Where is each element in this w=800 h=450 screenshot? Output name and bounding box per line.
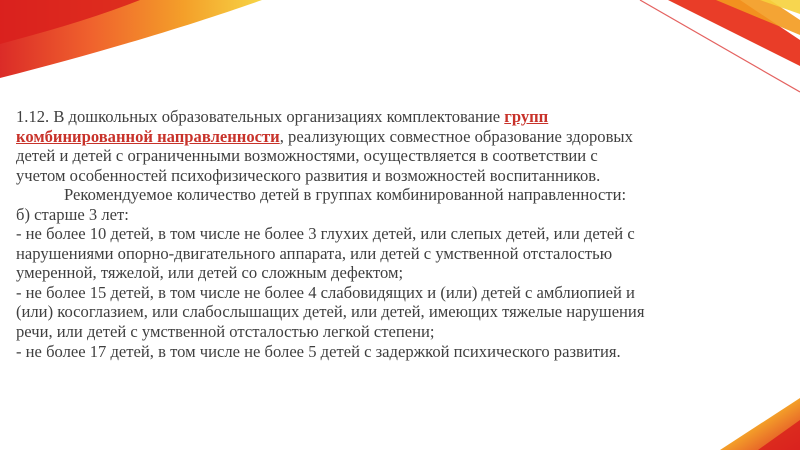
paragraph-intro — [16, 107, 786, 185]
list-item-1-line-1: - не более 10 детей, в том числе не более 3 глухих детей, или слепых детей, или детей с — [16, 224, 635, 244]
recommended-heading: Рекомендуемое количество детей в группах комбинированной направленности: — [64, 185, 627, 205]
list-item-2-line-2: (или) косоглазием, или слабослышащих детей, или детей, имеющих тяжелые нарушения — [16, 302, 645, 322]
intro-prefix: 1.12. В дошкольных образовательных организациях комплектование — [16, 107, 505, 126]
age-group: б) старше 3 лет: — [16, 204, 129, 224]
intro-line-3: детей и детей с ограниченными возможностями, осуществляется в соответствии с — [16, 146, 598, 166]
list-item-2-line-3: речи, или детей с умственной отсталостью легкой степени; — [16, 322, 435, 342]
list-item-1-line-2: нарушениями опорно-двигательного аппарата, или детей с умственной отсталостью — [16, 243, 613, 263]
intro-line-4: учетом особенностей психофизического развития и возможностей воспитанников. — [16, 165, 601, 185]
list-item-3: - не более 17 детей, в том числе не более 5 детей с задержкой психического развития. — [16, 341, 621, 361]
list-item-2 — [16, 283, 786, 342]
list-item-1-line-3: умеренной, тяжелой, или детей со сложным дефектом; — [16, 263, 404, 283]
list-item-2-line-1: - не более 15 детей, в том числе не более 4 слабовидящих и (или) детей с амблиопией и — [16, 282, 635, 302]
highlight-groups: групп — [504, 107, 549, 126]
slide-text — [16, 107, 786, 361]
highlight-combined-orientation: комбинированной направленности — [16, 126, 280, 146]
intro-rest: , реализующих совместное образование здоровых — [279, 126, 633, 146]
list-item-1 — [16, 224, 786, 283]
